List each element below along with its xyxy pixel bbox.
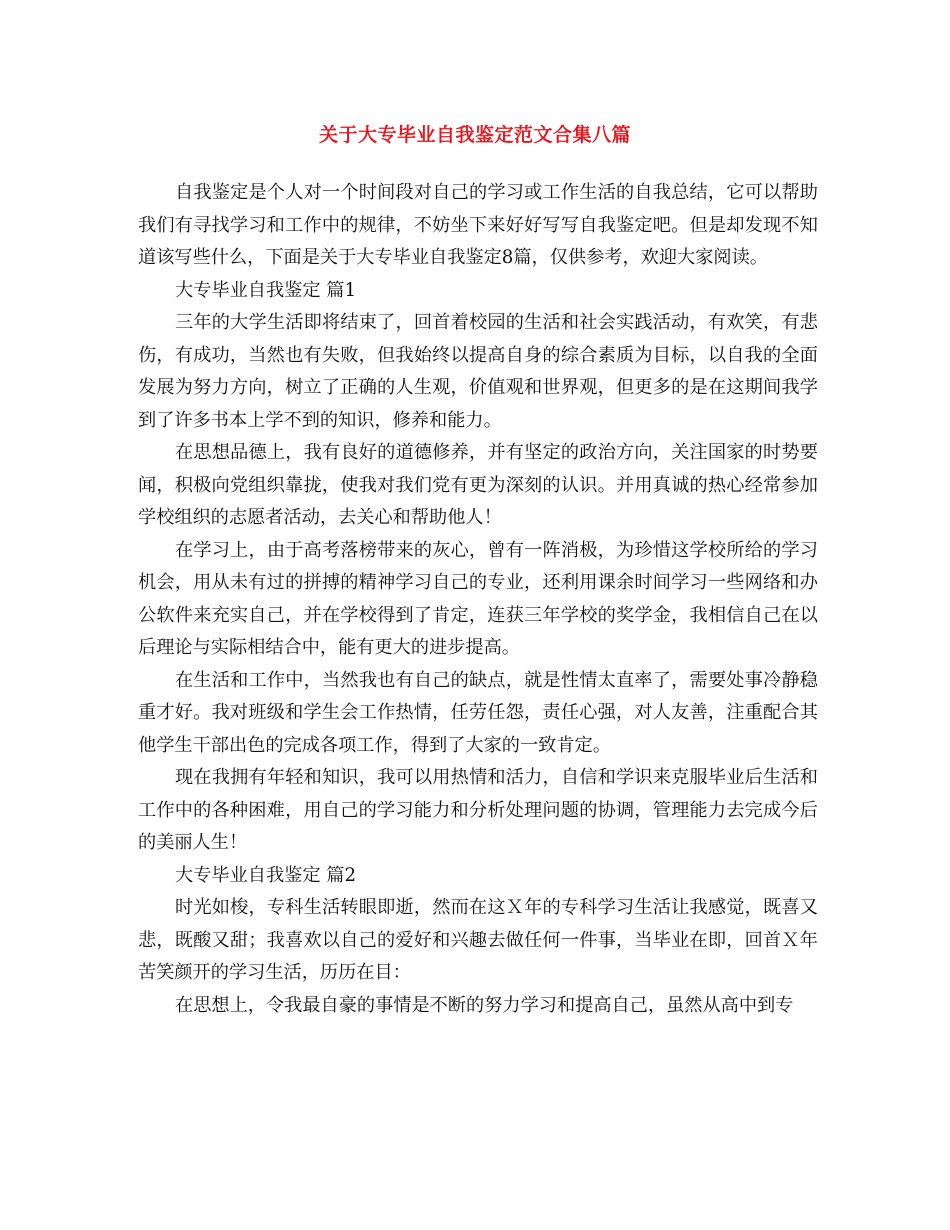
paragraph: 现在我拥有年轻和知识，我可以用热情和活力，自信和学识来克服毕业后生活和工作中的各种困难，用自己的学习能力和分析处理问题的协调，管理能力去完成今后的美丽人生！ <box>138 767 818 853</box>
paragraph: 在生活和工作中，当然我也有自己的缺点，就是性情太直率了，需要处事冷静稳重才好。我对班级和学生会工作热情，任劳任怨，责任心强，对人友善，注重配合其他学生干部出色的完成各项工作，得到了大家的一致肯定。 <box>138 669 818 756</box>
paragraph: 三年的大学生活即将结束了，回首着校园的生活和社会实践活动，有欢笑，有悲伤，有成功，当然也有失败，但我始终以提高自身的综合素质为目标，以自我的全面发展为努力方向，树立了正确的人生观，价值观和世界观，但更多的是在这期间我学到了许多书本上学不到的知识，修养和能力。 <box>138 312 818 431</box>
paragraph: 在思想上，令我最自豪的事情是不断的努力学习和提高自己，虽然从高中到专 <box>175 994 794 1016</box>
paragraph: 时光如梭，专科生活转眼即逝，然而在这Ｘ年的专科学习生活让我感觉，既喜又悲，既酸又甜；我喜欢以自己的爱好和兴趣去做任何一件事，当毕业在即，回首Ｘ年苦笑颜开的学习生活，历历在目： <box>138 897 818 983</box>
paragraph: 在学习上，由于高考落榜带来的灰心，曾有一阵消极，为珍惜这学校所给的学习机会，用从未有过的拼搏的精神学习自己的专业，还利用课余时间学习一些网络和办公软件来充实自己，并在学校得到了肯定，连获三年学校的奖学金，我相信自己在以后理论与实际相结合中，能有更大的进步提高。 <box>138 539 818 658</box>
intro-paragraph: 自我鉴定是个人对一个时间段对自己的学习或工作生活的自我总结，它可以帮助我们有寻找学习和工作中的规律，不妨坐下来好好写写自我鉴定吧。但是却发现不知道该写些什么，下面是关于大专毕业自我鉴定8篇，仅供参考，欢迎大家阅读。 <box>138 182 818 268</box>
paragraph: 在思想品德上，我有良好的道德修养，并有坚定的政治方向，关注国家的时势要闻，积极向党组织靠拢，使我对我们党有更为深刻的认识。并用真诚的热心经常参加学校组织的志愿者活动，去关心和帮助他人！ <box>138 442 818 528</box>
section-heading-2: 大专毕业自我鉴定 篇2 <box>175 864 357 886</box>
section-heading-1: 大专毕业自我鉴定 篇1 <box>175 279 357 301</box>
document-body <box>138 177 818 1022</box>
document-title: 关于大专毕业自我鉴定范文合集八篇 <box>318 124 631 146</box>
